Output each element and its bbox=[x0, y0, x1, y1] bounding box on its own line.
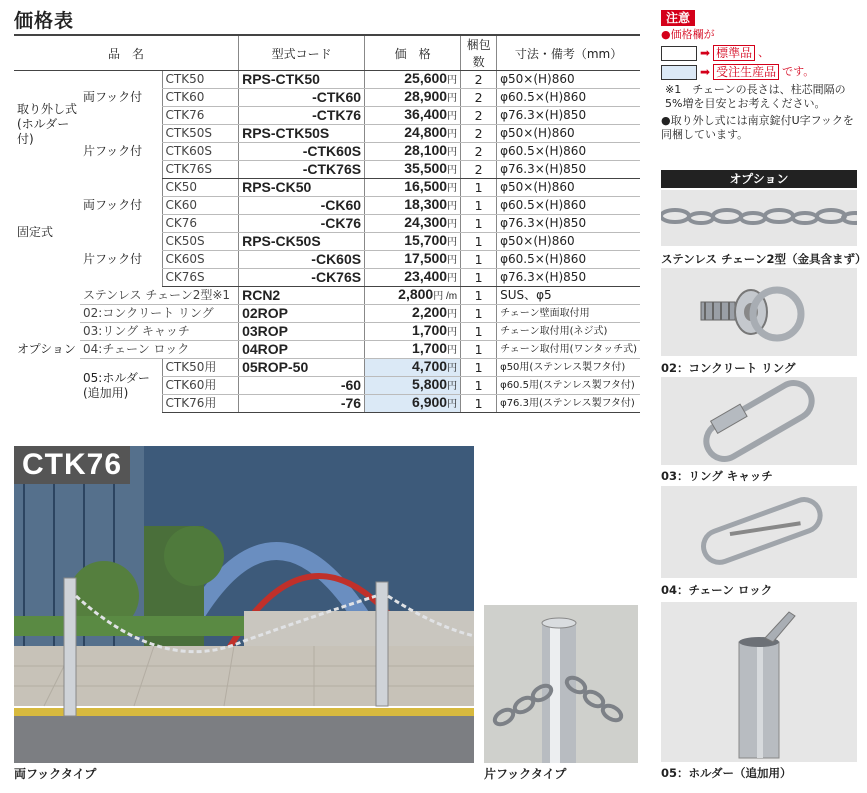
product-name: CTK76用 bbox=[162, 395, 239, 413]
price-value: 36,400 bbox=[404, 106, 448, 122]
concrete-ring-image bbox=[661, 268, 857, 356]
chain-lock-image bbox=[661, 486, 857, 578]
header-dimensions: 寸法・備考（mm） bbox=[497, 35, 640, 71]
price-value: 18,300 bbox=[404, 196, 448, 212]
model-code: 02ROP bbox=[239, 305, 365, 323]
dimensions: チェーン取付用(ワンタッチ式) bbox=[497, 341, 640, 359]
group-removable: 取り外し式 (ホルダー付) bbox=[17, 102, 78, 147]
price-unit: 円 bbox=[447, 75, 458, 86]
price-cell bbox=[365, 251, 461, 269]
header-product: 品 名 bbox=[14, 35, 239, 71]
price-unit: 円 bbox=[447, 219, 458, 230]
table-row bbox=[14, 305, 640, 323]
product-name: CTK60 bbox=[162, 89, 239, 107]
option-caption-chain: ステンレス チェーン2型（金具含まず） bbox=[661, 252, 867, 266]
price-unit: 円 bbox=[447, 327, 458, 338]
holder-image bbox=[661, 602, 857, 762]
price-unit: 円 bbox=[447, 237, 458, 248]
dimensions: φ60.5×(H)860 bbox=[497, 89, 640, 107]
header-qty: 梱包数 bbox=[461, 35, 497, 71]
product-name: 02:コンクリート リング bbox=[80, 305, 239, 323]
model-code: -CTK76S bbox=[239, 161, 365, 179]
pack-quantity: 2 bbox=[461, 125, 497, 143]
made-to-order-label: 受注生産品 bbox=[713, 64, 779, 80]
product-name: CTK50 bbox=[162, 71, 239, 89]
group-fixed: 固定式 bbox=[17, 225, 54, 239]
price-cell bbox=[365, 323, 461, 341]
product-name: 04:チェーン ロック bbox=[80, 341, 239, 359]
dimensions: φ60.5×(H)860 bbox=[497, 197, 640, 215]
pack-quantity: 2 bbox=[461, 161, 497, 179]
product-name: CTK76S bbox=[162, 161, 239, 179]
price-value: 24,800 bbox=[404, 124, 448, 140]
dimensions: φ76.3×(H)850 bbox=[497, 107, 640, 125]
dimensions: φ60.5用(ステンレス製フタ付) bbox=[497, 377, 640, 395]
header-price: 価 格 bbox=[365, 35, 461, 71]
pack-quantity: 1 bbox=[461, 251, 497, 269]
model-code: -CTK60 bbox=[239, 89, 365, 107]
price-value: 4,700 bbox=[412, 358, 448, 374]
product-name: CK76 bbox=[162, 215, 239, 233]
dimensions: φ50×(H)860 bbox=[497, 125, 640, 143]
price-cell bbox=[365, 107, 461, 125]
dimensions: SUS、φ5 bbox=[497, 287, 640, 305]
option-caption-chain-lock: 04：チェーン ロック bbox=[661, 583, 773, 597]
price-cell bbox=[365, 287, 461, 305]
sub-holder: 05:ホルダー (追加用) bbox=[83, 370, 150, 400]
arrow-right-icon: ➡ bbox=[700, 65, 711, 79]
pack-quantity: 1 bbox=[461, 305, 497, 323]
notice-box bbox=[661, 10, 861, 142]
pack-quantity: 1 bbox=[461, 323, 497, 341]
price-value: 28,900 bbox=[404, 88, 448, 104]
price-cell bbox=[365, 233, 461, 251]
side-photo-caption: 片フックタイプ bbox=[484, 767, 567, 781]
price-cell bbox=[365, 143, 461, 161]
model-code: RCN2 bbox=[239, 287, 365, 305]
price-cell bbox=[365, 377, 461, 395]
price-unit: 円 bbox=[447, 147, 458, 158]
product-name: CTK60用 bbox=[162, 377, 239, 395]
blue-swatch bbox=[661, 65, 697, 80]
model-code: RPS-CTK50 bbox=[239, 71, 365, 89]
dimensions: φ50用(ステンレス製フタ付) bbox=[497, 359, 640, 377]
price-value: 16,500 bbox=[404, 178, 448, 194]
price-cell bbox=[365, 215, 461, 233]
dimensions: φ60.5×(H)860 bbox=[497, 251, 640, 269]
note-padlock: ●取り外し式には南京錠付U字フックを同梱しています。 bbox=[661, 114, 854, 141]
dimensions: φ50×(H)860 bbox=[497, 233, 640, 251]
product-name: ステンレス チェーン2型※1 bbox=[80, 287, 239, 305]
pack-quantity: 1 bbox=[461, 233, 497, 251]
arrow-right-icon: ➡ bbox=[700, 46, 711, 60]
product-name: CK50 bbox=[162, 179, 239, 197]
table-row bbox=[14, 287, 640, 305]
model-code: 03ROP bbox=[239, 323, 365, 341]
price-value: 1,700 bbox=[412, 340, 448, 356]
pack-quantity: 2 bbox=[461, 107, 497, 125]
table-row bbox=[14, 125, 640, 143]
price-cell bbox=[365, 125, 461, 143]
pack-quantity: 1 bbox=[461, 359, 497, 377]
pack-quantity: 1 bbox=[461, 395, 497, 413]
price-value: 2,200 bbox=[412, 304, 448, 320]
table-row bbox=[14, 323, 640, 341]
pack-quantity: 2 bbox=[461, 143, 497, 161]
pack-quantity: 1 bbox=[461, 341, 497, 359]
ring-catch-image bbox=[661, 377, 857, 465]
main-photo-caption: 両フックタイプ bbox=[14, 767, 97, 781]
price-unit: 円 bbox=[447, 111, 458, 122]
dimensions: チェーン取付用(ネジ式) bbox=[497, 323, 640, 341]
dimensions: φ50×(H)860 bbox=[497, 71, 640, 89]
table-row bbox=[14, 179, 640, 197]
price-cell bbox=[365, 269, 461, 287]
sub-single: 片フック付 bbox=[83, 144, 143, 158]
option-caption-holder: 05：ホルダー（追加用） bbox=[661, 766, 792, 780]
pack-quantity: 1 bbox=[461, 179, 497, 197]
sub-single: 片フック付 bbox=[83, 252, 143, 266]
sub-double: 両フック付 bbox=[83, 198, 143, 212]
dimensions: φ50×(H)860 bbox=[497, 179, 640, 197]
group-option: オプション bbox=[17, 342, 76, 356]
price-value: 23,400 bbox=[404, 268, 448, 284]
legend-standard: ➡ 標準品 、 bbox=[661, 45, 861, 61]
price-unit: 円 bbox=[447, 201, 458, 212]
price-value: 15,700 bbox=[404, 232, 448, 248]
price-value: 24,300 bbox=[404, 214, 448, 230]
model-code: 04ROP bbox=[239, 341, 365, 359]
pack-quantity: 2 bbox=[461, 71, 497, 89]
page-title: 価格表 bbox=[14, 10, 75, 32]
price-value: 17,500 bbox=[404, 250, 448, 266]
standard-label: 標準品 bbox=[713, 45, 755, 61]
table-row bbox=[14, 233, 640, 251]
price-unit: 円 bbox=[447, 255, 458, 266]
price-cell bbox=[365, 179, 461, 197]
price-unit: 円 bbox=[447, 309, 458, 320]
model-code: -CK76 bbox=[239, 215, 365, 233]
pack-quantity: 1 bbox=[461, 215, 497, 233]
dimensions: φ76.3×(H)850 bbox=[497, 269, 640, 287]
pack-quantity: 1 bbox=[461, 197, 497, 215]
price-unit: 円 bbox=[447, 363, 458, 374]
white-swatch bbox=[661, 46, 697, 61]
price-cell bbox=[365, 89, 461, 107]
price-unit: 円 bbox=[447, 345, 458, 356]
model-code: -CTK76 bbox=[239, 107, 365, 125]
pack-quantity: 2 bbox=[461, 89, 497, 107]
dimensions: チェーン壁面取付用 bbox=[497, 305, 640, 323]
option-caption-ring-catch: 03：リング キャッチ bbox=[661, 469, 773, 483]
product-name: 03:リング キャッチ bbox=[80, 323, 239, 341]
price-value: 6,900 bbox=[412, 394, 448, 410]
notice-badge: 注意 bbox=[661, 10, 695, 26]
dimensions: φ76.3×(H)850 bbox=[497, 161, 640, 179]
price-value: 5,800 bbox=[412, 376, 448, 392]
model-code: 05ROP-50 bbox=[239, 359, 365, 377]
model-code: RPS-CK50 bbox=[239, 179, 365, 197]
price-unit: 円 bbox=[447, 183, 458, 194]
pack-quantity: 1 bbox=[461, 377, 497, 395]
model-code: -CK60 bbox=[239, 197, 365, 215]
dimensions: φ76.3用(ステンレス製フタ付) bbox=[497, 395, 640, 413]
price-cell bbox=[365, 161, 461, 179]
legend-made-to-order: ➡ 受注生産品 です。 bbox=[661, 64, 861, 80]
model-code: -60 bbox=[239, 377, 365, 395]
dimensions: φ60.5×(H)860 bbox=[497, 143, 640, 161]
price-table bbox=[14, 34, 640, 413]
model-code: -CTK60S bbox=[239, 143, 365, 161]
header-code: 型式コード bbox=[239, 35, 365, 71]
price-unit: 円 bbox=[447, 93, 458, 104]
photo-model-label: CTK76 bbox=[14, 446, 130, 484]
option-caption-concrete-ring: 02：コンクリート リング bbox=[661, 361, 796, 375]
table-row bbox=[14, 71, 640, 89]
model-code: -CK60S bbox=[239, 251, 365, 269]
sub-double: 両フック付 bbox=[83, 90, 143, 105]
product-name: CTK50S bbox=[162, 125, 239, 143]
price-value: 25,600 bbox=[404, 70, 448, 86]
price-unit: 円 bbox=[447, 381, 458, 392]
model-code: -76 bbox=[239, 395, 365, 413]
price-cell bbox=[365, 341, 461, 359]
model-code: RPS-CK50S bbox=[239, 233, 365, 251]
product-name: CTK76 bbox=[162, 107, 239, 125]
single-hook-photo bbox=[484, 605, 638, 763]
price-unit: 円 /m bbox=[433, 291, 458, 302]
pack-quantity: 1 bbox=[461, 287, 497, 305]
product-name: CK60 bbox=[162, 197, 239, 215]
price-value: 35,500 bbox=[404, 160, 448, 176]
product-name: CK50S bbox=[162, 233, 239, 251]
table-row bbox=[14, 359, 640, 377]
model-code: RPS-CTK50S bbox=[239, 125, 365, 143]
price-unit: 円 bbox=[447, 129, 458, 140]
price-cell bbox=[365, 395, 461, 413]
price-unit: 円 bbox=[447, 273, 458, 284]
model-code: -CK76S bbox=[239, 269, 365, 287]
note-chain-length: ※1 チェーンの長さは、柱芯間隔の5%増を目安とお考えください。 bbox=[665, 83, 846, 110]
price-unit: 円 bbox=[447, 399, 458, 410]
price-cell bbox=[365, 71, 461, 89]
price-cell bbox=[365, 197, 461, 215]
product-name: CTK50用 bbox=[162, 359, 239, 377]
price-value: 2,800 bbox=[398, 286, 434, 302]
price-value: 28,100 bbox=[404, 142, 448, 158]
dimensions: φ76.3×(H)850 bbox=[497, 215, 640, 233]
table-row bbox=[14, 341, 640, 359]
product-name: CK76S bbox=[162, 269, 239, 287]
chain-image bbox=[661, 190, 857, 246]
pack-quantity: 1 bbox=[461, 269, 497, 287]
price-cell bbox=[365, 305, 461, 323]
main-photo bbox=[14, 446, 474, 763]
price-cell bbox=[365, 359, 461, 377]
notice-line: ●価格欄が bbox=[661, 28, 715, 41]
price-unit: 円 bbox=[447, 165, 458, 176]
price-value: 1,700 bbox=[412, 322, 448, 338]
options-heading: オプション bbox=[661, 170, 857, 188]
product-name: CTK60S bbox=[162, 143, 239, 161]
product-name: CK60S bbox=[162, 251, 239, 269]
table-header-row bbox=[14, 35, 640, 71]
